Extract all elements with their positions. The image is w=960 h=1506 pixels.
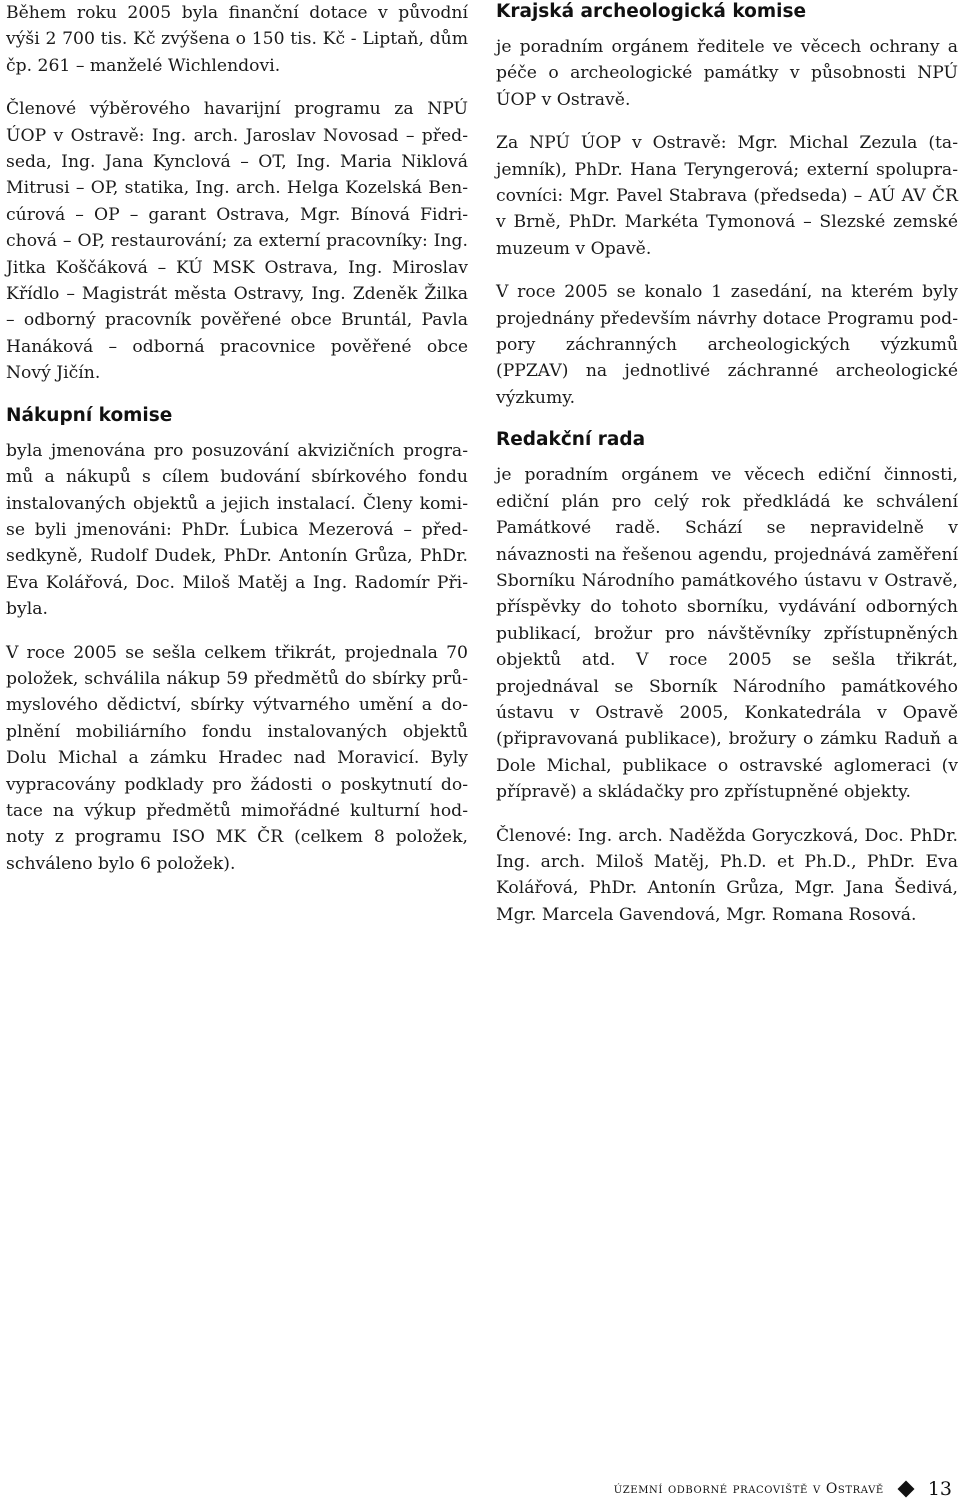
intro-paragraph: Během roku 2005 byla finanční dotace v původní výši 2 700 tis. Kč zvýšena o 150 tis. Kč - Liptaň, dům čp. 261 – manželé Wichlendovi.: [6, 3, 468, 76]
footer-section-label: územní odborné pracoviště v Ostravě: [613, 1481, 884, 1497]
archaeology-committee-heading: Krajská archeologická komise: [496, 1, 807, 22]
archaeology-members-paragraph: Za NPÚ ÚOP v Ostravě: Mgr. Michal Zezula (tajemník), PhDr. Hana Teryngerová; externí spolupracovníci: Mgr. Pavel Stabrava (předseda) – AÚ AV ČR v Brně, PhDr. Markéta Tymonová – Slezské zemské muzeum v Opavě.: [496, 133, 958, 259]
page-footer: [614, 1478, 952, 1500]
diamond-icon: [897, 1481, 914, 1498]
archaeology-2005-paragraph: V roce 2005 se konalo 1 zasedání, na kterém byly projednány především návrhy dotace Programu podpory záchranných archeologických výzkumů (PPZAV) na jednotlivé záchranné archeologické výzkumy.: [496, 282, 958, 408]
editorial-members-paragraph: Členové: Ing. arch. Naděžda Goryczková, Doc. PhDr. Ing. arch. Miloš Matěj, Ph.D. et Ph.D., PhDr. Eva Kolářová, PhDr. Antonín Grůza, Mgr. Jana Šedivá, Mgr. Marcela Gavendová, Mgr. Romana Rosová.: [496, 825, 958, 925]
page-number: 13: [927, 1478, 952, 1500]
archaeology-committee-paragraph: je poradním orgánem ředitele ve věcech ochrany a péče o archeologické památky v působnosti NPÚ ÚOP v Ostravě.: [496, 37, 958, 110]
emergency-program-members-paragraph: Členové výběrového havarijní programu za NPÚ ÚOP v Ostravě: Ing. arch. Jaroslav Novosad – předseda, Ing. Jana Kynclová – OT, Ing. Maria Niklová Mitrusi – OP, statika, Ing. arch. Helga Kozelská Bencúrová – OP – garant Ostrava, Mgr. Bínová Fidrichová – OP, restaurování; za externí pracovníky: Ing. Jitka Koščáková – KÚ MSK Ostrava, Ing. Miroslav Křídlo – Magistrát města Ostravy, Ing. Zdeněk Žilka – odborný pracovník pověřené obce Bruntál, Pavla Hanáková – odborná pracovnice pověřené obce Nový Jičín.: [6, 99, 468, 384]
editorial-board-heading: Redakční rada: [496, 429, 646, 451]
purchase-committee-paragraph: byla jmenována pro posuzování akvizičních programů a nákupů s cílem budování sbírkového fondu instalovaných objektů a jejich instalací. Členy komise byli jmenováni: PhDr. Ĺubica Mezerová – předsedkyně, Rudolf Dudek, PhDr. Antonín Grůza, PhDr. Eva Kolářová, Doc. Miloš Matěj a Ing. Radomír Přibyla.: [6, 440, 468, 620]
right-column: [496, 0, 958, 945]
editorial-board-paragraph: je poradním orgánem ve věcech ediční činnosti, ediční plán pro celý rok předkládá ke schválení Památkové radě. Schází se nepravidelně v návaznosti na řešenou agendu, projednává zaměření Sborníku Národního památkového ústavu v Ostravě, příspěvky do tohoto sborníku, vydávání odborných publikací, brožur pro návštěvníky zpřístupněných objektů atd. V roce 2005 se sešla třikrát, projednával se Sborník Národního památkového ústavu v Ostravě 2005, Konkatedrála v Opavě (připravovaná publikace), brožury o zámku Raduň a Dole Michal, publikace o ostravské aglomeraci (v přípravě) a skládačky pro zpřístupněné objekty.: [496, 465, 958, 803]
purchase-committee-heading: Nákupní komise: [6, 404, 173, 426]
purchase-committee-2005-paragraph: V roce 2005 se sešla celkem třikrát, projednala 70 položek, schválila nákup 59 předmětů do sbírky průmyslového dědictví, sbírky výtvarného umění a doplnění mobiliárního fondu instalovaných objektů Dolu Michal a zámku Hradec nad Moravicí. Byly vypracovány podklady pro žádosti o poskytnutí dotace na výkup předmětů mimořádné kulturní hodnoty z programu ISO MK ČR (celkem 8 položek, schváleno bylo 6 položek).: [6, 642, 468, 874]
left-column: [6, 0, 468, 894]
